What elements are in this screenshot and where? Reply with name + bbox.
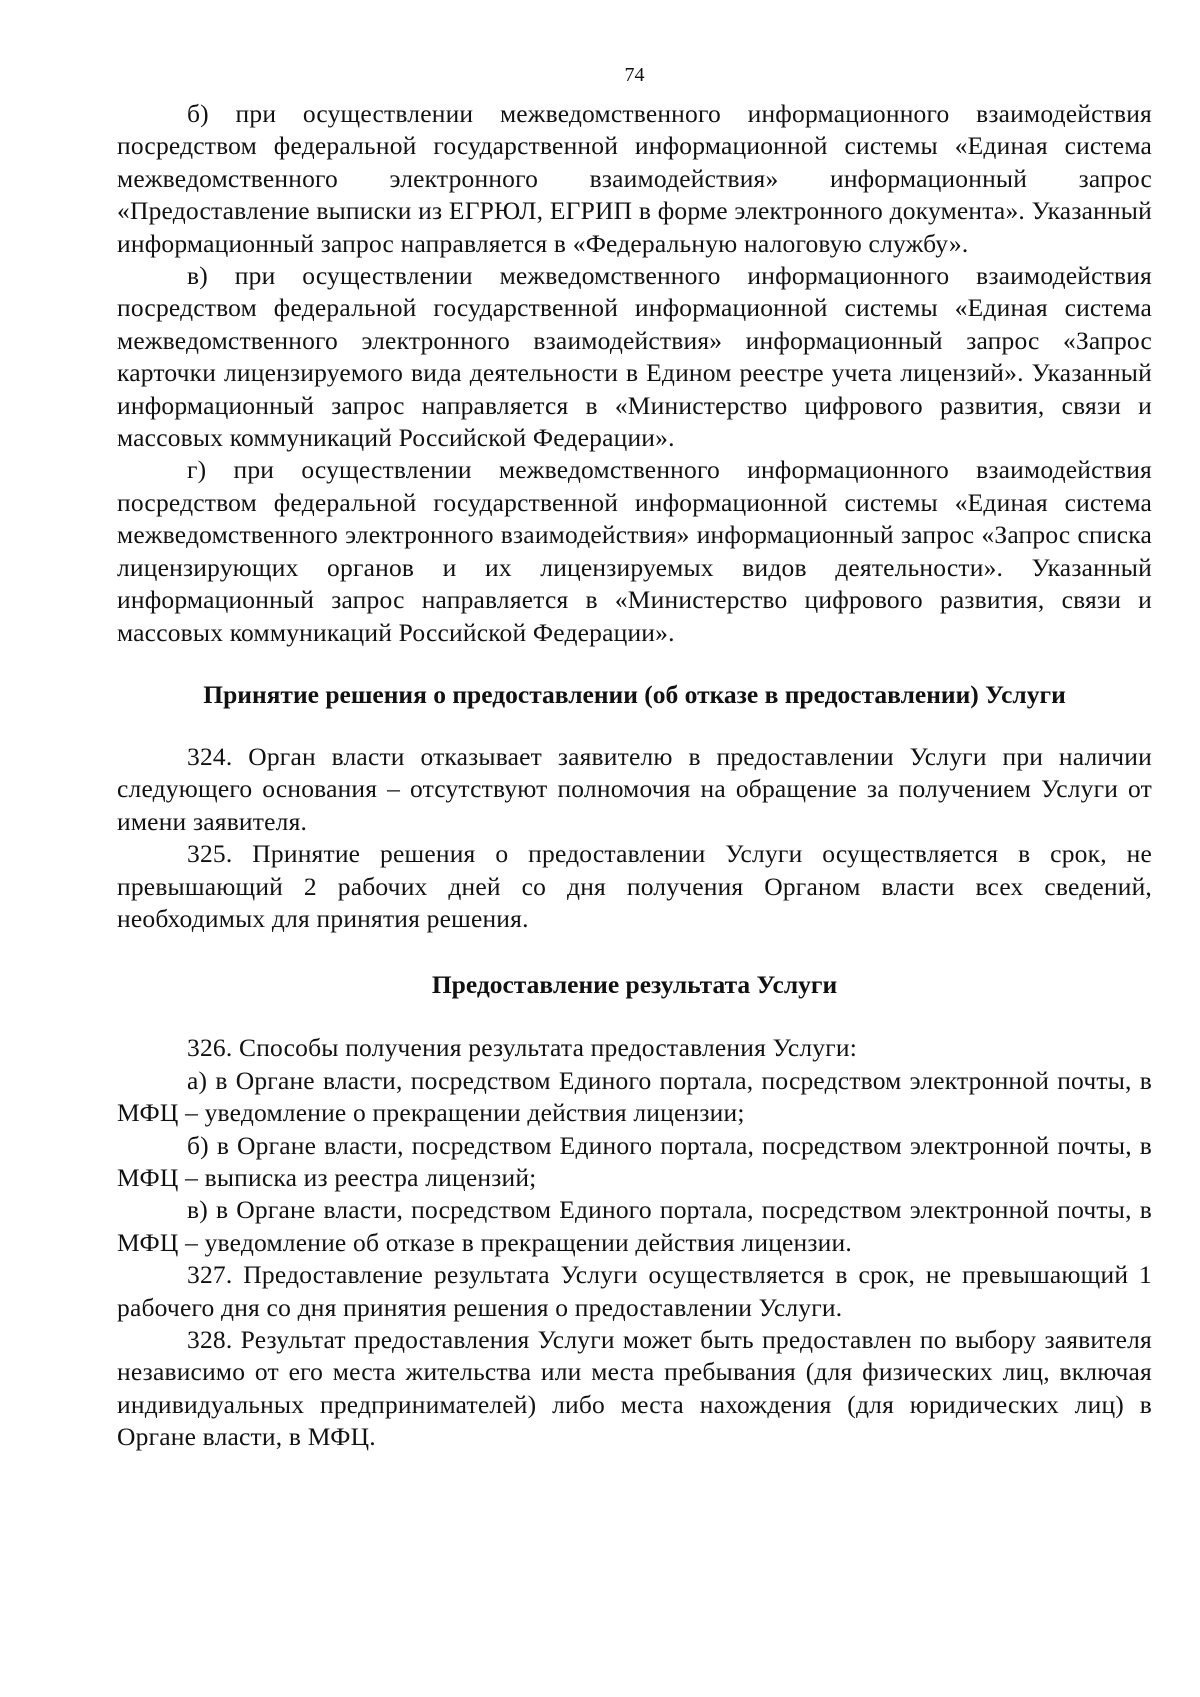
section-heading-decision: Принятие решения о предоставлении (об отказе в предоставлении) Услуги bbox=[203, 679, 1066, 709]
paragraph-326-v: в) в Органе власти, посредством Единого портала, посредством электронной почты, в МФЦ – уведомление об отказе в прекращении действия лицензии. bbox=[117, 1195, 1152, 1257]
paragraph-325: 325. Принятие решения о предоставлении Услуги осуществляется в срок, не превышающий 2 рабочих дней со дня получения Органом власти всех сведений, необходимых для принятия решения. bbox=[117, 839, 1152, 933]
paragraph-326: 326. Способы получения результата предоставления Услуги: bbox=[187, 1033, 858, 1063]
paragraph-328: 328. Результат предоставления Услуги может быть предоставлен по выбору заявителя независимо от его места жительства или места пребывания (для физических лиц, включая индивидуальных предпринимателей) либо места нахождения (для юридических лиц) в Органе власти, в МФЦ. bbox=[117, 1325, 1152, 1452]
document-page bbox=[117, 60, 1152, 1454]
page-number: 74 bbox=[624, 64, 645, 86]
paragraph-326-b: б) в Органе власти, посредством Единого портала, посредством электронной почты, в МФЦ – выписка из реестра лицензий; bbox=[117, 1130, 1152, 1192]
paragraph-326-a: а) в Органе власти, посредством Единого портала, посредством электронной почты, в МФЦ – уведомление о прекращении действия лицензии; bbox=[117, 1065, 1152, 1128]
paragraph-324: 324. Орган власти отказывает заявителю в предоставлении Услуги при наличии следующего основания – отсутствуют полномочия на обращение за получением Услуги от имени заявителя. bbox=[117, 741, 1152, 836]
section-heading-result: Предоставление результата Услуги bbox=[431, 970, 838, 1000]
paragraph-v-license-card-request: в) при осуществлении межведомственного информационного взаимодействия посредством федеральной государственной информационной системы «Единая система межведомственного электронного взаимодействия» информационный запрос «Запрос карточки лицензируемого вида деятельности в Едином реестре учета лицензий». Указанный информационный запрос направляется в «Министерство цифрового развития, связи и массовых коммуникаций Российской Федерации». bbox=[117, 261, 1152, 453]
paragraph-327: 327. Предоставление результата Услуги осуществляется в срок, не превышающий 1 рабочего дня со дня принятия решения о предоставлении Услуги. bbox=[117, 1260, 1152, 1322]
paragraph-b-egrul-request: б) при осуществлении межведомственного информационного взаимодействия посредством федеральной государственной информационной системы «Единая система межведомственного электронного взаимодействия» информационный запрос «Предоставление выписки из ЕГРЮЛ, ЕГРИП в форме электронного документа». Указанный информационный запрос направляется в «Федеральную налоговую службу». bbox=[117, 99, 1152, 258]
paragraph-g-licensing-bodies-request: г) при осуществлении межведомственного информационного взаимодействия посредством федеральной государственной информационной системы «Единая система межведомственного электронного взаимодействия» информационный запрос «Запрос списка лицензирующих органов и их лицензируемых видов деятельности». Указанный информационный запрос направляется в «Министерство цифрового развития, связи и массовых коммуникаций Российской Федерации». bbox=[117, 455, 1152, 647]
